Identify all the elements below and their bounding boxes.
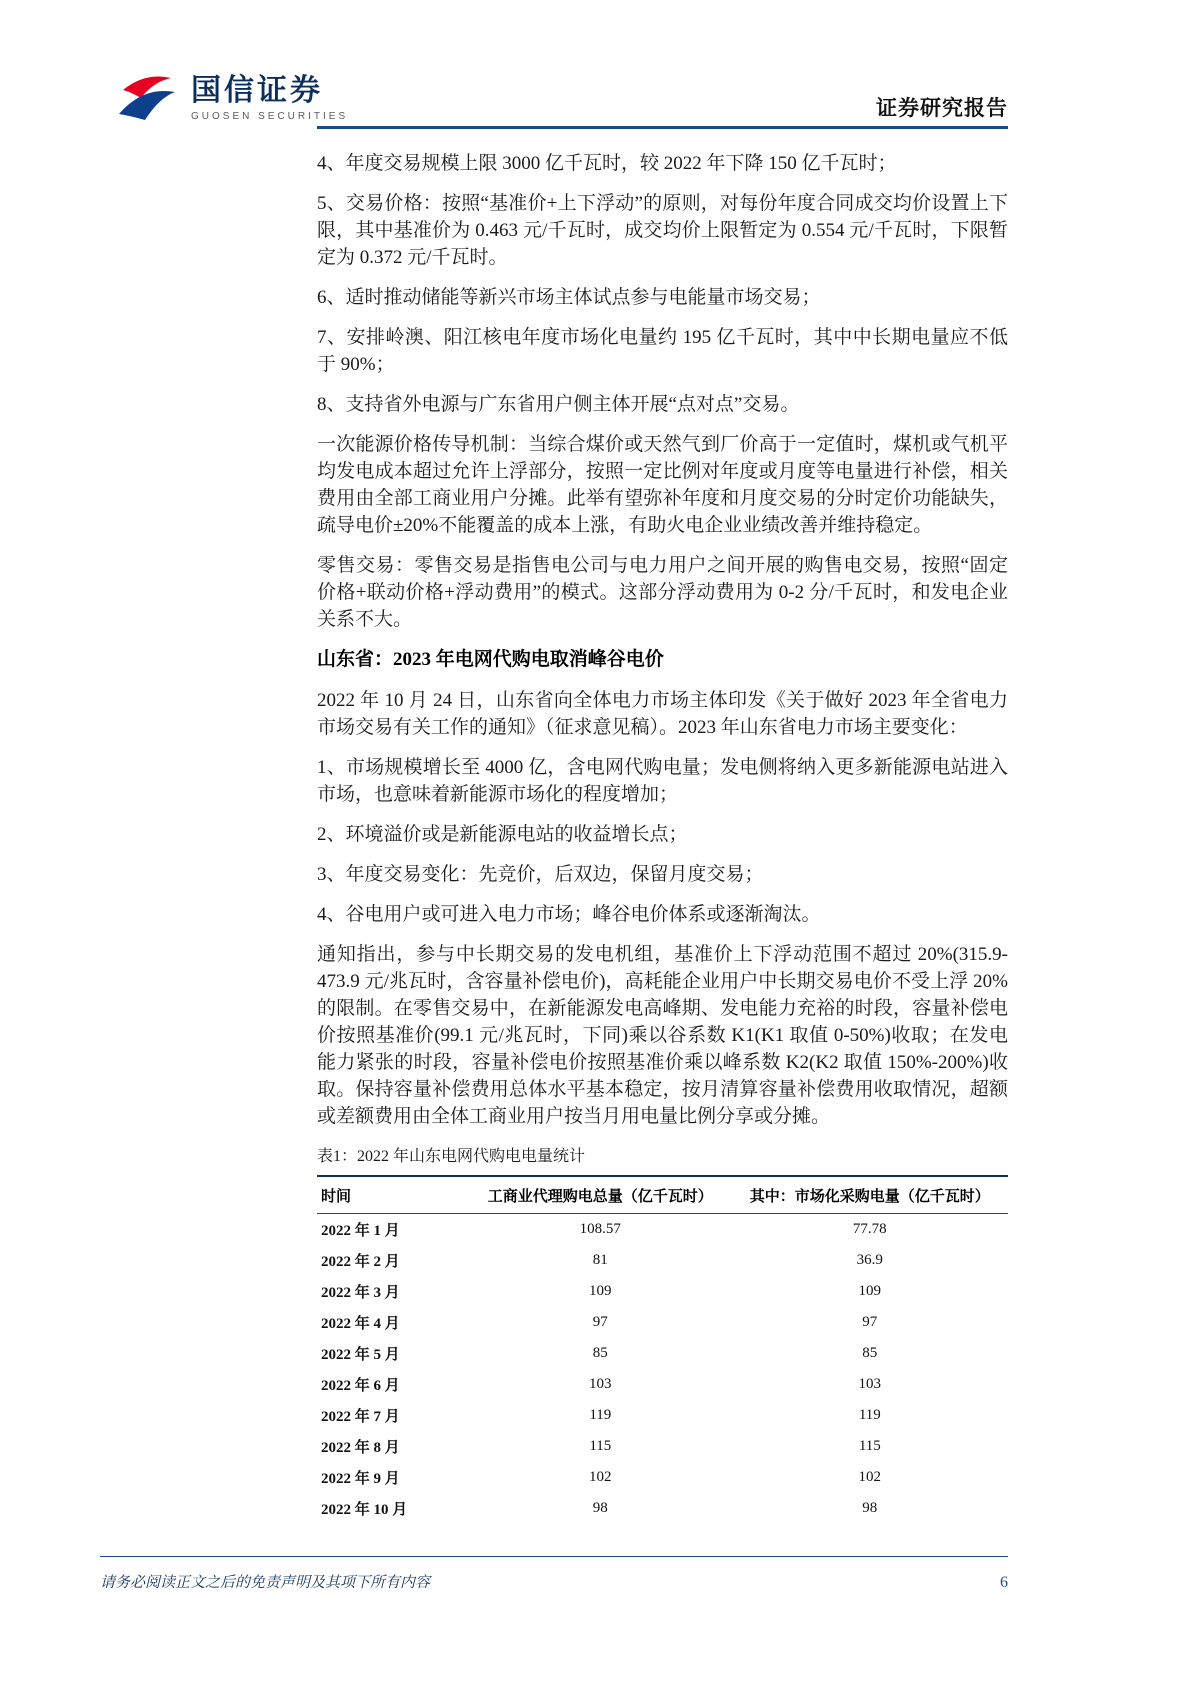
table-cell-market: 103 [858, 1376, 882, 1392]
table-cell-month: 2022 年 2 月 [321, 1254, 400, 1270]
table-cell-total: 98 [592, 1500, 608, 1516]
table-cell-market: 77.78 [852, 1221, 887, 1237]
company-logo [113, 70, 348, 126]
table-cell-market: 102 [858, 1469, 882, 1485]
header-divider [317, 126, 1008, 129]
page-footer [100, 1556, 1008, 1592]
paragraph: 通知指出，参与中长期交易的发电机组，基准价上下浮动范围不超过 20%(315.9-473.9 元/兆瓦时，含容量补偿电价)，高耗能企业用户中长期交易电价不受上浮 20%的限制。在零售交易中，在新能源发电高峰期、发电能力充裕的时段，容量补偿电价按照基准价(99.1 元/兆瓦时，下同)乘以谷系数 K1(K1 取值 0-50%)收取；在发电能力紧张的时段，容量补偿电价按照基准价乘以峰系数 K2(K2 取值 150%-200%)收取。保持容量补偿费用总体水平基本稳定，按月清算容量补偿费用收取情况，超额或差额费用由全体工商业用户按当月用电量比例分享或分摊。 [317, 944, 1008, 1127]
table-row [317, 1214, 1008, 1246]
table-cell-total: 102 [589, 1469, 612, 1485]
brand-subtitle: GUOSEN SECURITIES [191, 111, 349, 122]
table-cell-month: 2022 年 1 月 [321, 1223, 400, 1239]
table-cell-total: 108.57 [579, 1221, 621, 1237]
table-row [317, 1431, 1008, 1462]
paragraph: 6、适时推动储能等新兴市场主体试点参与电能量市场交易； [317, 287, 821, 308]
table-cell-market: 109 [858, 1283, 882, 1299]
table-cell-month: 2022 年 8 月 [321, 1440, 400, 1456]
table-cell-total: 115 [589, 1438, 612, 1454]
paragraph: 零售交易：零售交易是指售电公司与电力用户之间开展的购售电交易，按照“固定价格+联动价格+浮动费用”的模式。这部分浮动费用为 0-2 分/千瓦时，和发电企业关系不大。 [317, 555, 1008, 630]
table-cell-month: 2022 年 7 月 [321, 1409, 400, 1425]
paragraph: 一次能源价格传导机制：当综合煤价或天然气到厂价高于一定值时，煤机或气机平均发电成本超过允许上浮部分，按照一定比例对年度或月度等电量进行补偿，相关费用由全部工商业用户分摊。此举有望弥补年度和月度交易的分时定价功能缺失，疏导电价±20%不能覆盖的成本上涨，有助火电企业业绩改善并维持稳定。 [317, 434, 1008, 536]
page-number: 6 [1000, 1574, 1008, 1591]
table-cell-market: 85 [862, 1345, 878, 1361]
table-cell-month: 2022 年 4 月 [321, 1316, 400, 1332]
table-cell-total: 85 [592, 1345, 608, 1361]
table-cell-market: 98 [862, 1500, 878, 1516]
disclaimer-text: 请务必阅读正文之后的免责声明及其项下所有内容 [100, 1575, 431, 1591]
paragraph: 4、谷电用户或可进入电力市场；峰谷电价体系或逐渐淘汰。 [317, 904, 821, 925]
document-body [317, 150, 1008, 1524]
table-cell-market: 115 [858, 1438, 881, 1454]
table-header-row [317, 1176, 1008, 1214]
table-caption: 表1：2022 年山东电网代购电电量统计 [317, 1148, 586, 1165]
table-cell-month: 2022 年 5 月 [321, 1347, 400, 1363]
table-cell-total: 109 [589, 1283, 612, 1299]
brand-name: 国信证券 [191, 74, 323, 107]
table-block [317, 1143, 1008, 1524]
table-cell-month: 2022 年 9 月 [321, 1471, 400, 1487]
report-type-label: 证券研究报告 [876, 97, 1008, 120]
paragraph: 1、市场规模增长至 4000 亿，含电网代购电量；发电侧将纳入更多新能源电站进入市场，也意味着新能源市场化的程度增加； [317, 757, 1008, 805]
paragraph: 8、支持省外电源与广东省用户侧主体开展“点对点”交易。 [317, 394, 800, 415]
paragraph: 2022 年 10 月 24 日，山东省向全体电力市场主体印发《关于做好 2023 年全省电力市场交易有关工作的通知》（征求意见稿）。2023 年山东省电力市场主要变化： [317, 690, 1008, 738]
paragraph: 3、年度交易变化：先竞价，后双边，保留月度交易； [317, 864, 764, 885]
table-row [317, 1245, 1008, 1276]
table-cell-market: 119 [858, 1407, 881, 1423]
table-header-total: 工商业代理购电总量（亿千瓦时） [469, 1176, 732, 1214]
paragraph: 2、环境溢价或是新能源电站的收益增长点； [317, 824, 688, 845]
table-cell-month: 2022 年 10 月 [321, 1502, 408, 1518]
paragraph: 5、交易价格：按照“基准价+上下浮动”的原则，对每份年度合同成交均价设置上下限，其中基准价为 0.463 元/千瓦时，成交均价上限暂定为 0.554 元/千瓦时，下限暂定为 0.372 元/千瓦时。 [317, 193, 1008, 268]
table-row [317, 1369, 1008, 1400]
table-row [317, 1462, 1008, 1493]
table-cell-market: 97 [862, 1314, 878, 1330]
table-cell-total: 97 [592, 1314, 608, 1330]
table-header-time: 时间 [317, 1176, 469, 1214]
table-cell-total: 119 [589, 1407, 612, 1423]
table-row [317, 1493, 1008, 1524]
table-cell-total: 81 [592, 1252, 608, 1268]
table-row [317, 1400, 1008, 1431]
table-header-market: 其中：市场化采购电量（亿千瓦时） [732, 1176, 1008, 1214]
table-cell-month: 2022 年 3 月 [321, 1285, 400, 1301]
table-cell-total: 103 [589, 1376, 612, 1392]
table-cell-month: 2022 年 6 月 [321, 1378, 400, 1394]
table-row [317, 1307, 1008, 1338]
table-cell-market: 36.9 [856, 1252, 883, 1268]
table-row [317, 1338, 1008, 1369]
section-heading: 山东省：2023 年电网代购电取消峰谷电价 [317, 649, 664, 670]
table-row [317, 1276, 1008, 1307]
paragraph: 7、安排岭澳、阳江核电年度市场化电量约 195 亿千瓦时，其中中长期电量应不低于 90%； [317, 327, 1008, 375]
electricity-data-table [317, 1175, 1008, 1524]
guosen-logo-icon [113, 70, 179, 126]
paragraph: 4、年度交易规模上限 3000 亿千瓦时，较 2022 年下降 150 亿千瓦时； [317, 153, 897, 174]
